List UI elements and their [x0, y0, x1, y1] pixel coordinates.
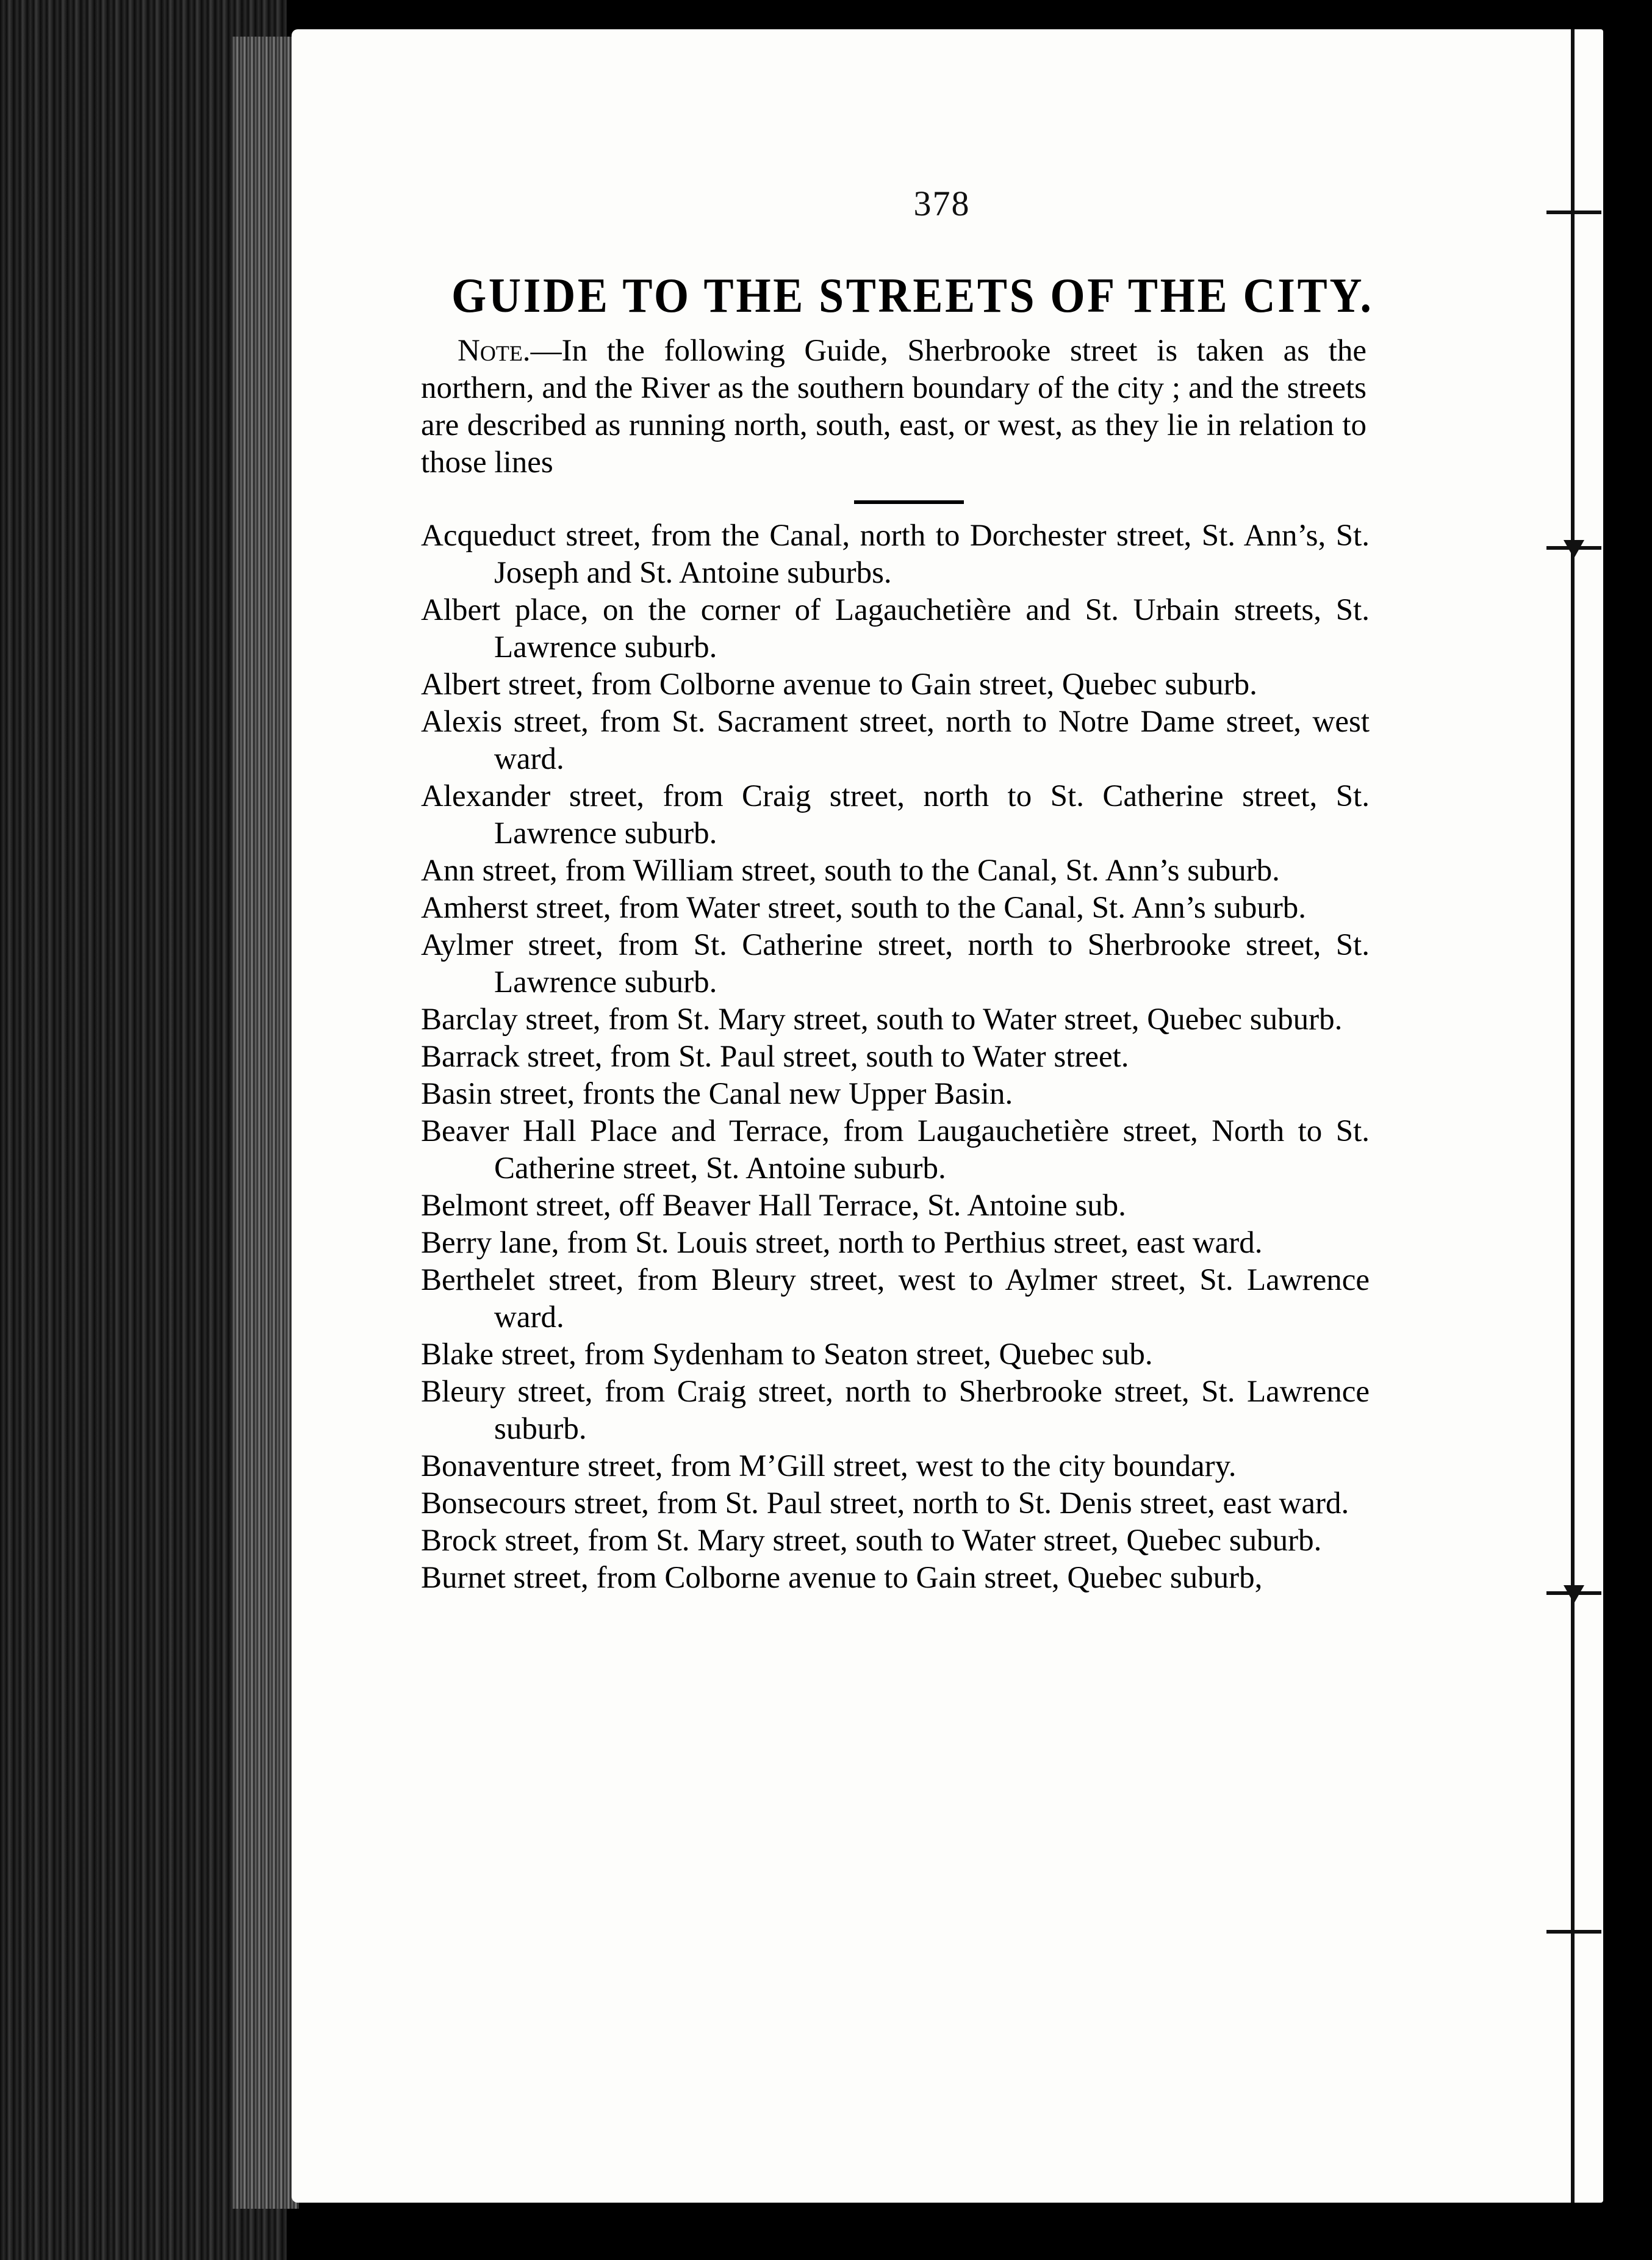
scan-margin	[1603, 0, 1652, 2260]
street-entry: Bleury street, from Craig street, north to Sherbrooke street, St. Lawrence suburb.	[421, 1375, 1370, 1446]
street-entry: Berry lane, from St. Louis street, north to Perthius street, east ward.	[421, 1226, 1263, 1260]
street-entry: Bonaventure street, from M’Gill street, west to the city boundary.	[421, 1449, 1237, 1483]
street-entry: Blake street, from Sydenham to Seaton street, Quebec sub.	[421, 1337, 1153, 1372]
binding-stitch	[1546, 546, 1601, 550]
note-text: —In the following Guide, Sherbrooke street is taken as the northern, and the River as the southern boundary of the city ; and the streets are described as running north, south, east, or west, as they lie in relation to those lines	[421, 334, 1366, 480]
binding-stitch	[1546, 1591, 1601, 1595]
street-entry: Barrack street, from St. Paul street, south to Water street.	[421, 1040, 1129, 1074]
street-entry: Albert place, on the corner of Lagauchetière and St. Urbain streets, St. Lawrence suburb.	[421, 593, 1370, 664]
note-label: Note.	[458, 334, 531, 368]
street-entry: Alexis street, from St. Sacrament street, north to Notre Dame street, west ward.	[421, 705, 1370, 776]
page-edges	[232, 37, 299, 2209]
street-entry: Albert street, from Colborne avenue to Gain street, Quebec suburb.	[421, 668, 1257, 702]
street-entry: Burnet street, from Colborne avenue to Gain street, Quebec suburb,	[421, 1561, 1263, 1595]
street-entry: Alexander street, from Craig street, north to St. Catherine street, St. Lawrence suburb.	[421, 779, 1370, 851]
section-divider	[854, 500, 964, 504]
street-entry: Beaver Hall Place and Terrace, from Laugauchetière street, North to St. Catherine street, St. Antoine suburb.	[421, 1114, 1370, 1186]
note-paragraph	[421, 333, 1366, 481]
street-entry: Acqueduct street, from the Canal, north to Dorchester street, St. Ann’s, St. Joseph and St. Antoine suburbs.	[421, 519, 1370, 590]
street-entry: Berthelet street, from Bleury street, west to Aylmer street, St. Lawrence ward.	[421, 1263, 1370, 1334]
street-entry: Bonsecours street, from St. Paul street, north to St. Denis street, east ward.	[421, 1486, 1349, 1520]
street-entry: Aylmer street, from St. Catherine street, north to Sherbrooke street, St. Lawrence suburb.	[421, 928, 1370, 999]
street-entry-list	[421, 517, 1370, 1597]
binding-thread	[1571, 29, 1575, 2203]
street-entry: Barclay street, from St. Mary street, south to Water street, Quebec suburb.	[421, 1002, 1343, 1037]
street-entry: Amherst street, from Water street, south to the Canal, St. Ann’s suburb.	[421, 891, 1307, 925]
page-number: 378	[913, 184, 971, 223]
street-entry: Ann street, from William street, south to the Canal, St. Ann’s suburb.	[421, 854, 1280, 888]
street-entry: Basin street, fronts the Canal new Upper Basin.	[421, 1077, 1013, 1111]
page-title: GUIDE TO THE STREETS OF THE CITY.	[451, 269, 1374, 323]
binding-stitch	[1546, 1930, 1601, 1934]
street-entry: Brock street, from St. Mary street, south to Water street, Quebec suburb.	[421, 1524, 1322, 1558]
street-entry: Belmont street, off Beaver Hall Terrace, St. Antoine sub.	[421, 1189, 1126, 1223]
